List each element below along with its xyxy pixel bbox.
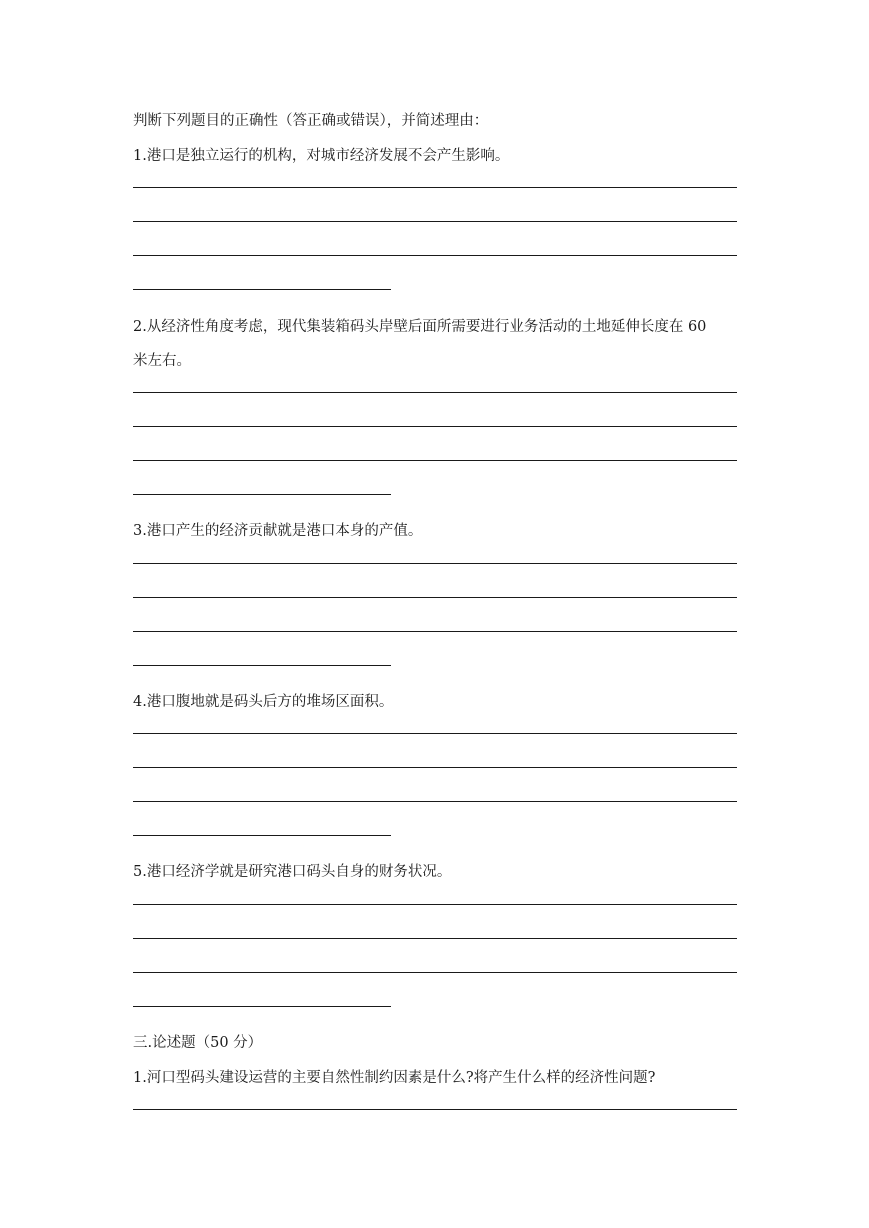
question-2-line-1: 2.从经济性角度考虑，现代集装箱码头岸壁后面所需要进行业务活动的土地延伸长度在 60	[133, 319, 707, 335]
question-5: 5.港口经济学就是研究港口码头自身的财务状况。	[133, 864, 452, 880]
section-3-question-1: 1.河口型码头建设运营的主要自然性制约因素是什么?将产生什么样的经济性问题?	[133, 1070, 656, 1086]
question-2-line-2: 米左右。	[133, 353, 191, 369]
answer-line[interactable]	[133, 563, 737, 564]
answer-line[interactable]	[133, 904, 737, 905]
answer-line[interactable]	[133, 801, 737, 802]
answer-line[interactable]	[133, 631, 737, 632]
answer-line[interactable]	[133, 426, 737, 427]
answer-line[interactable]	[133, 187, 737, 188]
answer-line[interactable]	[133, 835, 391, 836]
instructions: 判断下列题目的正确性（答正确或错误），并简述理由：	[133, 113, 489, 129]
question-3: 3.港口产生的经济贡献就是港口本身的产值。	[133, 523, 423, 539]
answer-line[interactable]	[133, 255, 737, 256]
question-1: 1.港口是独立运行的机构，对城市经济发展不会产生影响。	[133, 148, 510, 164]
document-page	[133, 0, 737, 1228]
answer-line[interactable]	[133, 597, 737, 598]
answer-line[interactable]	[133, 494, 391, 495]
answer-line[interactable]	[133, 938, 737, 939]
answer-line[interactable]	[133, 289, 391, 290]
answer-line[interactable]	[133, 1006, 391, 1007]
section-3-title: 三.论述题（50 分）	[133, 1035, 263, 1051]
answer-line[interactable]	[133, 767, 737, 768]
answer-line[interactable]	[133, 972, 737, 973]
question-4: 4.港口腹地就是码头后方的堆场区面积。	[133, 694, 394, 710]
answer-line[interactable]	[133, 733, 737, 734]
answer-line[interactable]	[133, 460, 737, 461]
answer-line[interactable]	[133, 221, 737, 222]
answer-line[interactable]	[133, 392, 737, 393]
answer-line[interactable]	[133, 665, 391, 666]
answer-line[interactable]	[133, 1109, 737, 1110]
